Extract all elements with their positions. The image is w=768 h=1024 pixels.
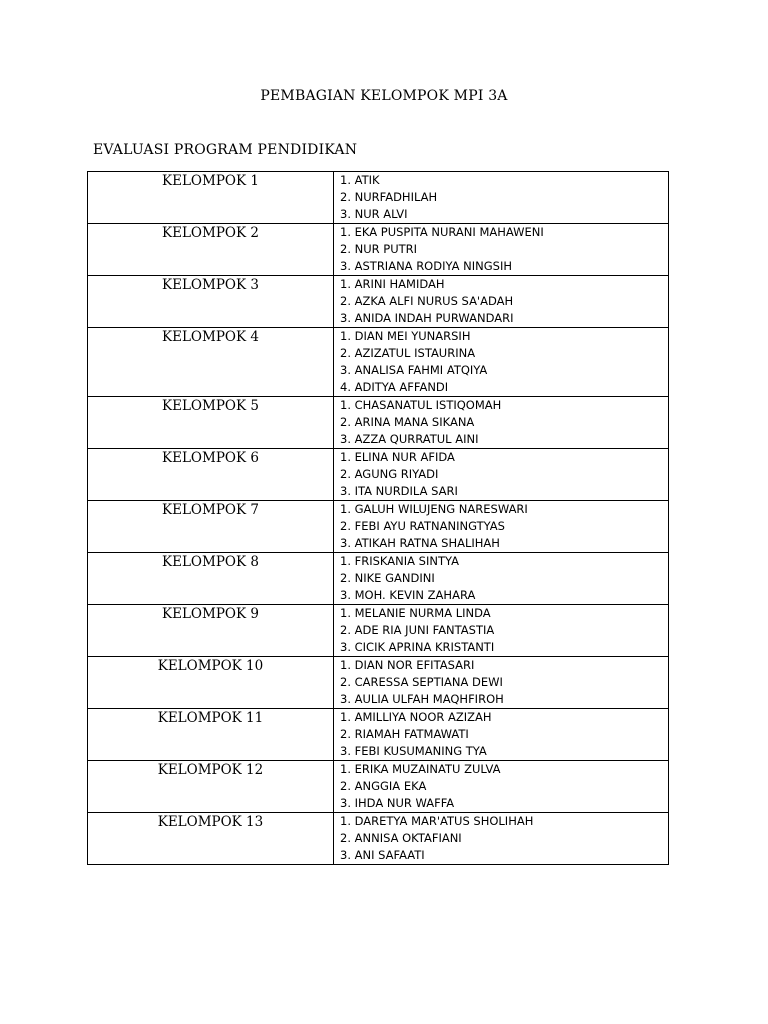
list-item: 1. DARETYA MAR'ATUS SHOLIHAH: [340, 814, 534, 828]
group-members-cell: [334, 657, 669, 709]
list-item: 3. IHDA NUR WAFFA: [340, 796, 455, 810]
group-label-cell: [88, 501, 334, 553]
table-row: [88, 605, 669, 657]
list-item: 2. AZKA ALFI NURUS SA'ADAH: [340, 294, 514, 308]
member-list: [334, 813, 668, 864]
group-members-cell: [334, 709, 669, 761]
list-item: 1. ARINI HAMIDAH: [340, 277, 445, 291]
list-item: 1. MELANIE NURMA LINDA: [340, 606, 491, 620]
member-list: [334, 761, 668, 812]
group-members-cell: [334, 328, 669, 397]
group-label-cell: [88, 172, 334, 224]
group-members-cell: [334, 501, 669, 553]
group-members-cell: [334, 813, 669, 865]
member-list: [334, 224, 668, 275]
member-list: [334, 501, 668, 552]
member-list: [334, 553, 668, 604]
group-label: KELOMPOK 11: [157, 710, 264, 726]
list-item: 1. FRISKANIA SINTYA: [340, 554, 459, 568]
list-item: 4. ADITYA AFFANDI: [340, 380, 449, 394]
group-label-cell: [88, 328, 334, 397]
group-label: KELOMPOK 10: [157, 658, 264, 674]
list-item: 2. NIKE GANDINI: [340, 571, 435, 585]
list-item: 1. GALUH WILUJENG NARESWARI: [340, 502, 528, 516]
list-item: 2. ANNISA OKTAFIANI: [340, 831, 462, 845]
group-label-cell: [88, 276, 334, 328]
group-members-cell: [334, 172, 669, 224]
table-row: [88, 553, 669, 605]
list-item: 1. DIAN MEI YUNARSIH: [340, 329, 471, 343]
list-item: 2. CARESSA SEPTIANA DEWI: [340, 675, 503, 689]
table-row: [88, 657, 669, 709]
list-item: 3. CICIK APRINA KRISTANTI: [340, 640, 495, 654]
table-row: [88, 276, 669, 328]
table-row: [88, 449, 669, 501]
group-label-cell: [88, 813, 334, 865]
groups-table: [87, 171, 669, 865]
group-label-cell: [88, 224, 334, 276]
group-members-cell: [334, 605, 669, 657]
group-label: KELOMPOK 7: [162, 502, 259, 518]
group-label: KELOMPOK 9: [162, 606, 259, 622]
list-item: 3. ASTRIANA RODIYA NINGSIH: [340, 259, 512, 273]
group-members-cell: [334, 761, 669, 813]
group-members-cell: [334, 553, 669, 605]
list-item: 3. FEBI KUSUMANING TYA: [340, 744, 487, 758]
group-label: KELOMPOK 4: [162, 329, 259, 345]
table-row: [88, 709, 669, 761]
list-item: 1. DIAN NOR EFITASARI: [340, 658, 475, 672]
table-row: [88, 224, 669, 276]
group-label: KELOMPOK 8: [162, 554, 259, 570]
list-item: 2. NURFADHILAH: [340, 190, 438, 204]
group-members-cell: [334, 224, 669, 276]
member-list: [334, 605, 668, 656]
group-label: KELOMPOK 5: [162, 398, 259, 414]
table-row: [88, 397, 669, 449]
group-label: KELOMPOK 3: [162, 277, 259, 293]
list-item: 2. NUR PUTRI: [340, 242, 418, 256]
table-row: [88, 813, 669, 865]
group-members-cell: [334, 397, 669, 449]
group-label-cell: [88, 657, 334, 709]
member-list: [334, 276, 668, 327]
group-label: KELOMPOK 12: [157, 762, 264, 778]
group-label-cell: [88, 761, 334, 813]
group-label-cell: [88, 449, 334, 501]
list-item: 3. ATIKAH RATNA SHALIHAH: [340, 536, 500, 550]
list-item: 3. AZZA QURRATUL AINI: [340, 432, 479, 446]
member-list: [334, 397, 668, 448]
list-item: 1. ERIKA MUZAINATU ZULVA: [340, 762, 501, 776]
group-label-cell: [88, 553, 334, 605]
list-item: 2. AZIZATUL ISTAURINA: [340, 346, 476, 360]
group-members-cell: [334, 449, 669, 501]
list-item: 2. ADE RIA JUNI FANTASTIA: [340, 623, 495, 637]
table-row: [88, 761, 669, 813]
list-item: 3. ANI SAFAATI: [340, 848, 425, 862]
group-label-cell: [88, 397, 334, 449]
list-item: 1. ATIK: [340, 173, 380, 187]
list-item: 3. ANIDA INDAH PURWANDARI: [340, 311, 514, 325]
table-row: [88, 328, 669, 397]
group-label-cell: [88, 605, 334, 657]
group-label: KELOMPOK 1: [162, 173, 259, 189]
list-item: 1. CHASANATUL ISTIQOMAH: [340, 398, 502, 412]
groups-table-body: [88, 172, 669, 865]
group-label: KELOMPOK 2: [162, 225, 259, 241]
member-list: [334, 657, 668, 708]
table-row: [88, 501, 669, 553]
table-row: [88, 172, 669, 224]
group-members-cell: [334, 276, 669, 328]
list-item: 2. ANGGIA EKA: [340, 779, 427, 793]
list-item: 2. ARINA MANA SIKANA: [340, 415, 475, 429]
group-label: KELOMPOK 6: [162, 450, 259, 466]
list-item: 2. AGUNG RIYADI: [340, 467, 439, 481]
subject-title: EVALUASI PROGRAM PENDIDIKAN: [93, 142, 358, 158]
list-item: 1. ELINA NUR AFIDA: [340, 450, 455, 464]
list-item: 1. AMILLIYA NOOR AZIZAH: [340, 710, 492, 724]
list-item: 1. EKA PUSPITA NURANI MAHAWENI: [340, 225, 544, 239]
member-list: [334, 709, 668, 760]
group-label-cell: [88, 709, 334, 761]
list-item: 2. FEBI AYU RATNANINGTYAS: [340, 519, 505, 533]
list-item: 3. ANALISA FAHMI ATQIYA: [340, 363, 488, 377]
list-item: 3. AULIA ULFAH MAQHFIROH: [340, 692, 504, 706]
list-item: 3. ITA NURDILA SARI: [340, 484, 458, 498]
list-item: 3. NUR ALVI: [340, 207, 408, 221]
member-list: [334, 328, 668, 396]
member-list: [334, 172, 668, 223]
list-item: 2. RIAMAH FATMAWATI: [340, 727, 469, 741]
group-label: KELOMPOK 13: [157, 814, 264, 830]
list-item: 3. MOH. KEVIN ZAHARA: [340, 588, 476, 602]
member-list: [334, 449, 668, 500]
page-title: PEMBAGIAN KELOMPOK MPI 3A: [260, 88, 508, 104]
